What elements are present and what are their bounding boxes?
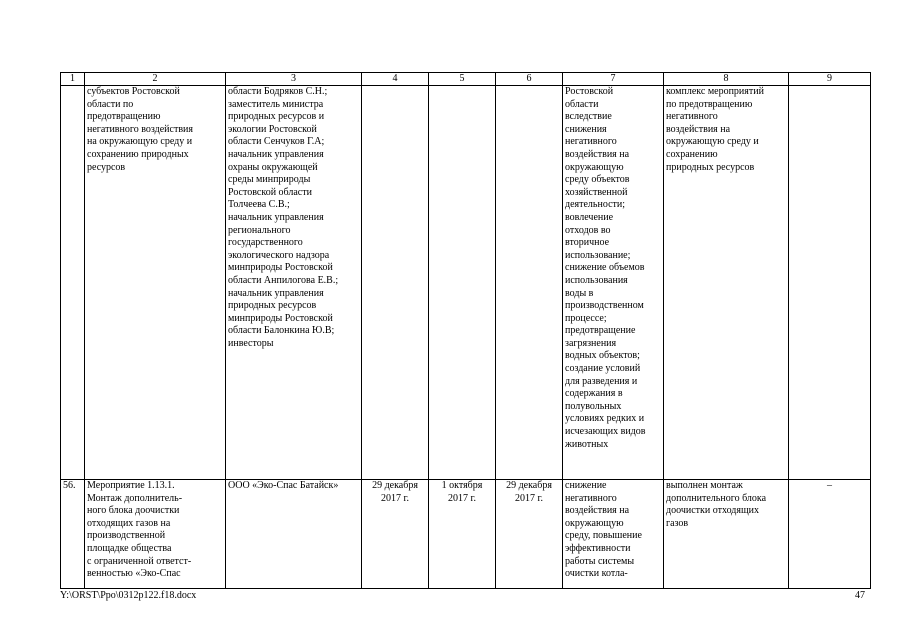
column-header: 4: [362, 73, 429, 86]
column-header: 5: [429, 73, 496, 86]
planned-date: [362, 86, 429, 480]
planned-date: 29 декабря 2017 г.: [362, 480, 429, 589]
problems: [789, 86, 871, 480]
page-number: 47: [855, 590, 865, 601]
actual-end-date: 29 декабря 2017 г.: [496, 480, 563, 589]
problems: –: [789, 480, 871, 589]
responsible: области Бодряков С.Н.; заместитель министра природных ресурсов и экологии Ростовской области Сенчуков Г.А; начальник управления охраны окружающей среды минприроды Ростовской области Толчеева С.В.; начальник управления регионального государственного экологического надзора минприроды Ростовской области Анпилогова Е.В.; начальник управления природных ресурсов минприроды Ростовской области Балонкина Ю.В; инвесторы: [226, 86, 362, 480]
expected-result: Ростовской области вследствие снижения негативного воздействия на окружающую среду объектов хозяйственной деятельности; вовлечение отходов во вторичное использование; снижение объемов использования воды в производственном процессе; предотвращение загрязнения водных объектов; создание условий для разведения и содержания в полувольных условиях редких и исчезающих видов животных: [563, 86, 664, 480]
column-header: 7: [563, 73, 664, 86]
file-path-footer: Y:\ORST\Ppo\0312p122.f18.docx: [60, 590, 197, 601]
actual-result: выполнен монтаж дополнительного блока доочистки отходящих газов: [664, 480, 789, 589]
measure-name: Мероприятие 1.13.1. Монтаж дополнитель- ного блока доочистки отходящих газов на производственной площадке общества с ограниченной ответст- венностью «Эко-Спас: [85, 480, 226, 589]
expected-result: снижение негативного воздействия на окружающую среду, повышение эффективности работы системы очистки котла-: [563, 480, 664, 589]
table-header-row: [61, 73, 871, 86]
actual-end-date: [496, 86, 563, 480]
document-table: [60, 72, 871, 589]
column-header: 2: [85, 73, 226, 86]
responsible: ООО «Эко-Спас Батайск»: [226, 480, 362, 589]
table-row: [61, 480, 871, 589]
column-header: 6: [496, 73, 563, 86]
actual-result: комплекс мероприятий по предотвращению негативного воздействия на окружающую среду и сохранению природных ресурсов: [664, 86, 789, 480]
column-header: 9: [789, 73, 871, 86]
column-header: 8: [664, 73, 789, 86]
table-row: [61, 86, 871, 480]
column-header: 1: [61, 73, 85, 86]
column-header: 3: [226, 73, 362, 86]
measure-name: субъектов Ростовской области по предотвращению негативного воздействия на окружающую среду и сохранению природных ресурсов: [85, 86, 226, 480]
actual-start-date: [429, 86, 496, 480]
actual-start-date: 1 октября 2017 г.: [429, 480, 496, 589]
row-number: [61, 86, 85, 480]
row-number: 56.: [61, 480, 85, 589]
